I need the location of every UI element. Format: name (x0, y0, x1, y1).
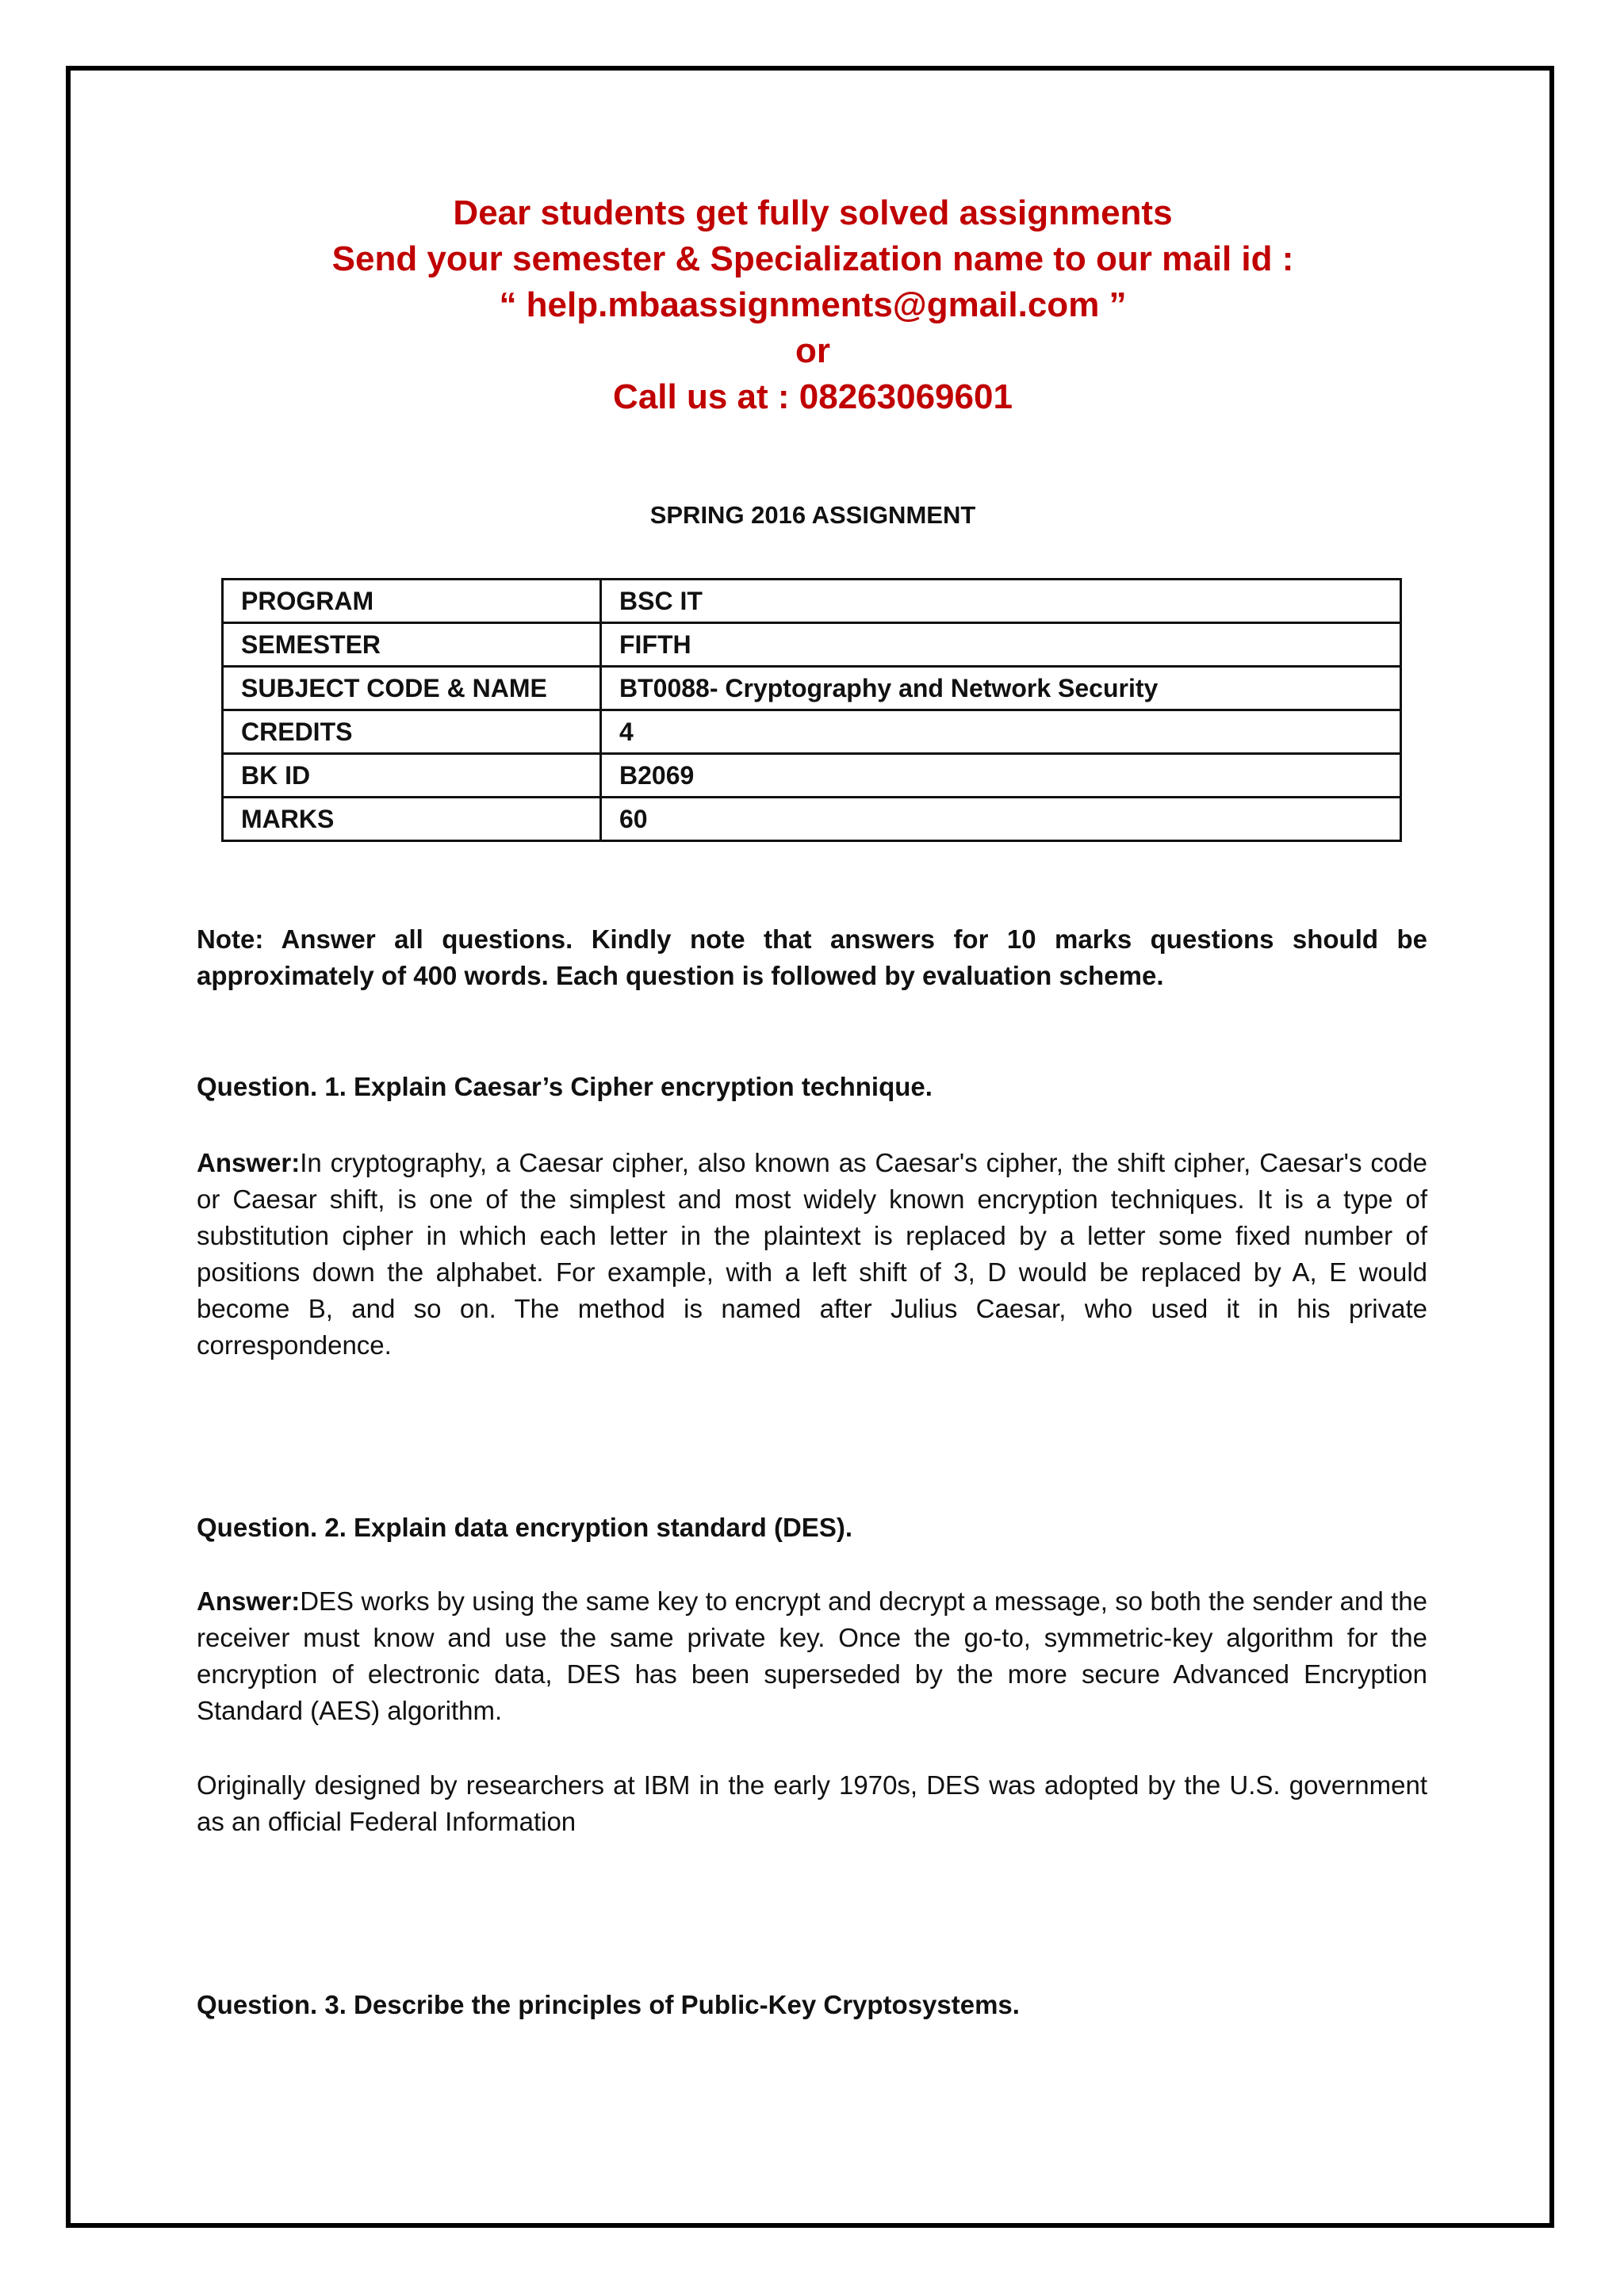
table-value: 4 (601, 710, 1401, 754)
table-row (223, 580, 1401, 623)
answer-2 (197, 1583, 1427, 1729)
table-key: SUBJECT CODE & NAME (223, 667, 601, 710)
table-key: MARKS (223, 798, 601, 841)
promo-line-2: Send your semester & Specialization name to our mail id : (331, 239, 1294, 278)
answer-2-paragraph-2: Originally designed by researchers at IBM in the early 1970s, DES was adopted by the U.S. government as an official Federal Information (197, 1770, 1427, 1836)
table-key: PROGRAM (223, 580, 601, 623)
table-value: 60 (601, 798, 1401, 841)
table-row (223, 754, 1401, 798)
info-table (221, 578, 1402, 842)
answer-1-text: In cryptography, a Caesar cipher, also known as Caesar's cipher, the shift cipher, Caesar's code or Caesar shift, is one of the simplest and most widely known encryption techniques. It is a type of substitution cipher in which each letter in the plaintext is replaced by a letter some fixed number of positions down the alphabet. For example, with a left shift of 3, D would be replaced by A, E would become B, and so on. The method is named after Julius Caesar, who used it in his private correspondence. (197, 1148, 1427, 1360)
table-value: B2069 (601, 754, 1401, 798)
promo-or: or (795, 331, 830, 370)
question-3: Question. 3. Describe the principles of Public-Key Cryptosystems. (197, 1990, 1020, 2019)
promo-phone: Call us at : 08263069601 (613, 377, 1013, 416)
answer-label: Answer: (197, 1586, 301, 1616)
question-1: Question. 1. Explain Caesar’s Cipher encryption technique. (197, 1072, 933, 1101)
question-2: Question. 2. Explain data encryption standard (DES). (197, 1513, 852, 1542)
table-row (223, 667, 1401, 710)
table-key: CREDITS (223, 710, 601, 754)
table-row (223, 623, 1401, 667)
table-key: SEMESTER (223, 623, 601, 667)
promo-banner (190, 190, 1435, 420)
note-paragraph: Note: Answer all questions. Kindly note that answers for 10 marks questions should be approximately of 400 words. Each question is followed by evaluation scheme. (197, 924, 1427, 990)
promo-email: “ help.mbaassignments@gmail.com ” (499, 285, 1127, 324)
table-value: FIFTH (601, 623, 1401, 667)
answer-label: Answer: (197, 1148, 301, 1177)
table-row (223, 710, 1401, 754)
answer-1 (197, 1145, 1427, 1364)
table-row (223, 798, 1401, 841)
table-value: BSC IT (601, 580, 1401, 623)
promo-line-1: Dear students get fully solved assignments (453, 193, 1173, 232)
table-key: BK ID (223, 754, 601, 798)
assignment-heading: SPRING 2016 ASSIGNMENT (649, 501, 976, 529)
answer-2-text: DES works by using the same key to encrypt and decrypt a message, so both the sender and the receiver must know and use the same private key. Once the go-to, symmetric-key algorithm for the encryption of electronic data, DES has been superseded by the more secure Advanced Encryption Standard (AES) algorithm. (197, 1586, 1427, 1725)
table-value: BT0088- Cryptography and Network Security (601, 667, 1401, 710)
